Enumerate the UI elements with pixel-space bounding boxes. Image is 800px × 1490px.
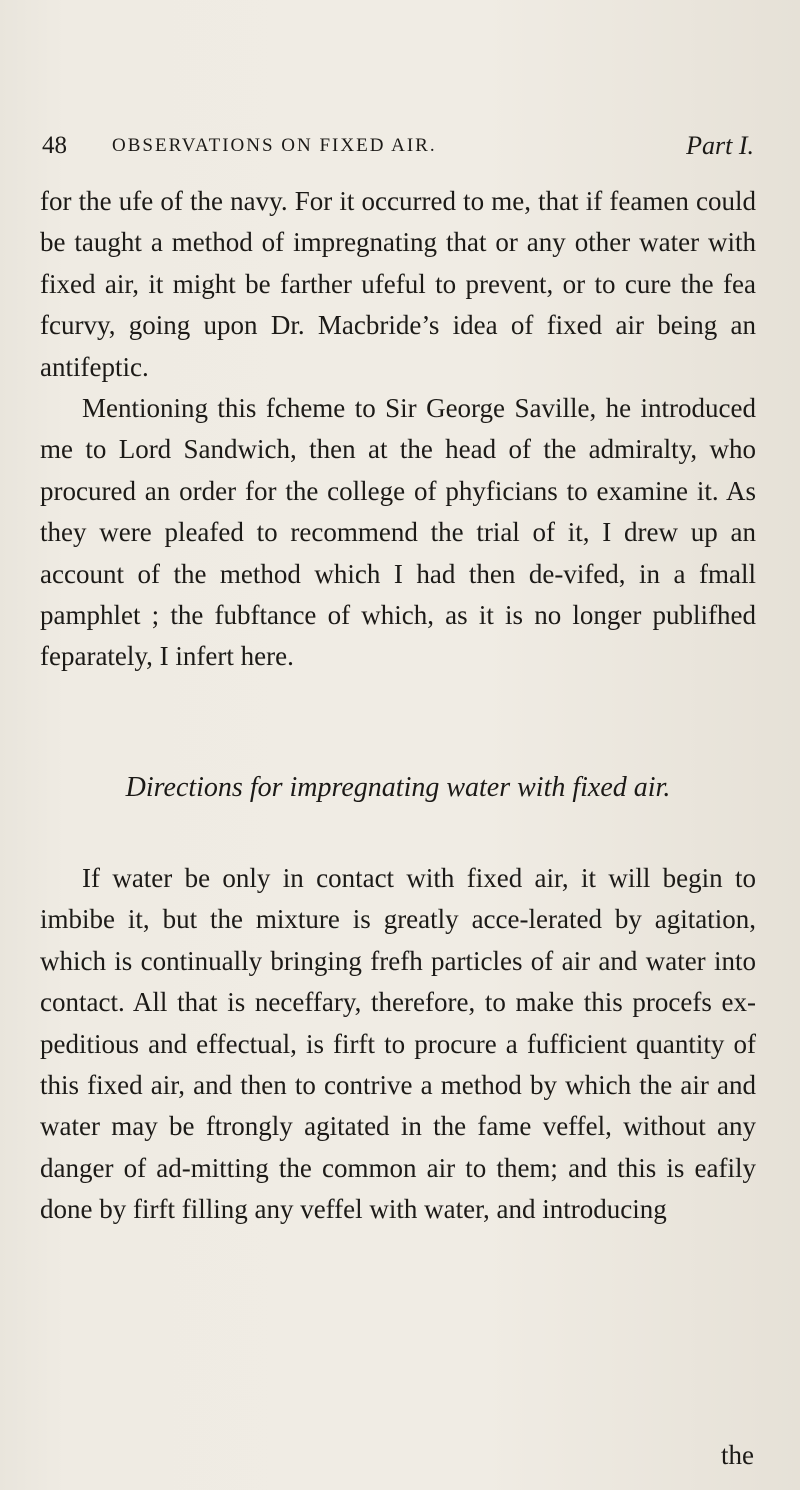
part-label: Part I. <box>686 131 754 160</box>
text-block-directions <box>40 858 756 1231</box>
paragraph-navy: for the ufe of the navy. For it occurred to me, that if feamen could be taught a method of impregnating that or any other water with fixed air, it might be farther ufeful to prevent, or to cure the fea fcurvy, going upon Dr. Macbride’s idea of fixed air being an antifeptic. <box>40 186 756 382</box>
paragraph-directions: If water be only in contact with fixed air, it will begin to imbibe it, but the mixture is greatly acce-lerated by agitation, which is continually bringing frefh particles of air and water into contact. All that is neceffary, therefore, to make this procefs ex-peditious and effectual, is firft to procure a fufficient quantity of this fixed air, and then to contrive a method by which the air and water may be ftrongly agitated in the fame veffel, without any danger of ad-mitting the common air to them; and this is eafily done by firft filling any veffel with water, and introducing <box>40 863 756 1225</box>
page-number: 48 <box>42 132 67 159</box>
page-header <box>42 128 754 164</box>
section-heading: Directions for impregnating water with fixed air. <box>125 772 671 803</box>
running-title: OBSERVATIONS ON FIXED AIR. <box>112 135 437 156</box>
paragraph-saville: Mentioning this fcheme to Sir George Saville, he introduced me to Lord Sandwich, then at the head of the admiralty, who procured an order for the college of phyficians to examine it. As they were pleafed to recommend the trial of it, I drew up an account of the method which I had then de-vifed, in a fmall pamphlet ; the fubftance of which, as it is no longer publifhed feparately, I infert here. <box>40 393 756 672</box>
catchword: the <box>721 1440 754 1470</box>
text-block-intro <box>40 181 756 678</box>
